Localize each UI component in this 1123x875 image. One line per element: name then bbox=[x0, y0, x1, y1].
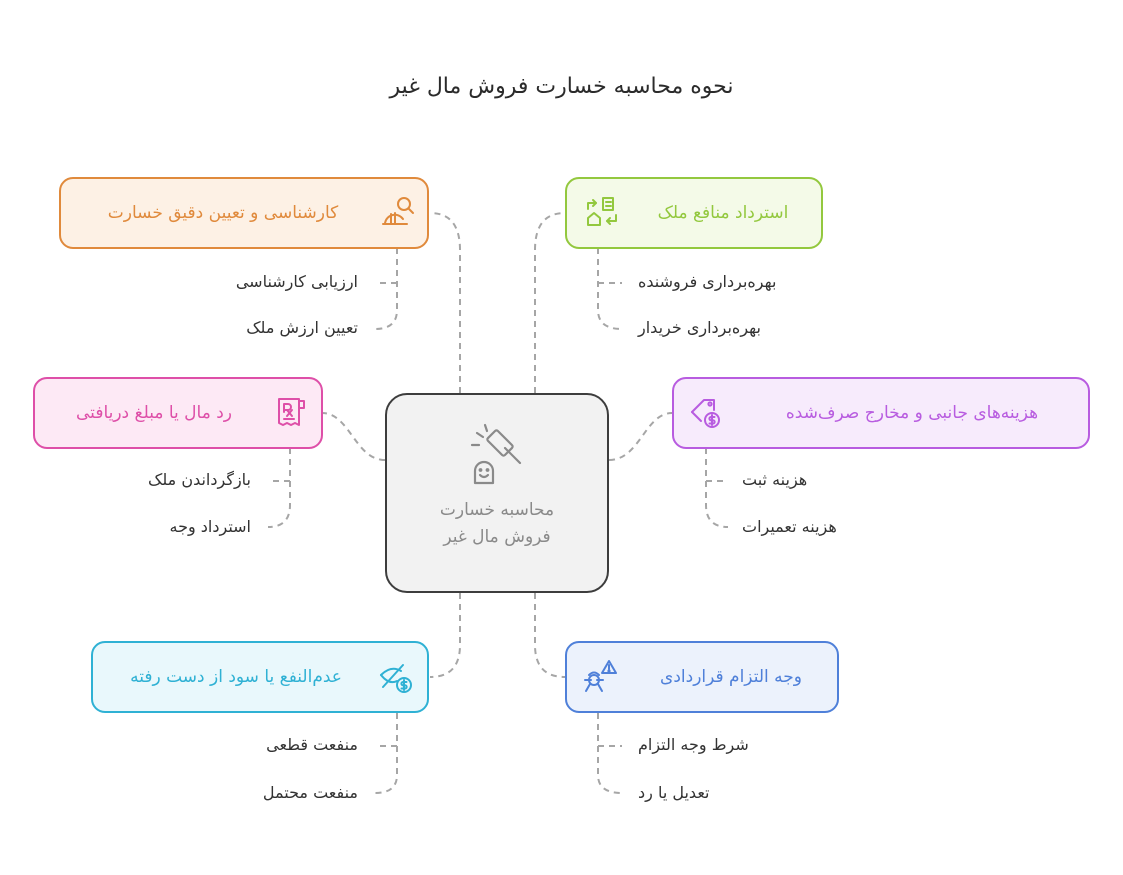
connector-penalty bbox=[535, 593, 565, 677]
return-sub-1: بازگرداندن ملک bbox=[148, 470, 251, 489]
node-costs[interactable] bbox=[672, 377, 1090, 449]
connector-benefits bbox=[535, 213, 565, 393]
connector-expert bbox=[430, 213, 460, 393]
center-label-line2: فروش مال غیر bbox=[443, 527, 551, 547]
benefits-sub-1: بهره‌برداری فروشنده bbox=[638, 272, 777, 291]
no-money-icon bbox=[379, 661, 413, 695]
node-penalty-label: وجه التزام قراردادی bbox=[660, 667, 802, 687]
costs-sub-1: هزینه ثبت bbox=[742, 470, 808, 489]
penalty-sub-2: تعدیل یا رد bbox=[638, 783, 710, 802]
node-return[interactable] bbox=[33, 377, 323, 449]
node-expert[interactable] bbox=[59, 177, 429, 249]
benefits-sub-2: بهره‌برداری خریدار bbox=[638, 318, 761, 337]
node-penalty[interactable] bbox=[565, 641, 839, 713]
hardhat-search-icon bbox=[381, 195, 415, 229]
gavel-icon bbox=[465, 423, 527, 489]
loss-sub-1: منفعت قطعی bbox=[266, 735, 358, 754]
node-costs-label: هزینه‌های جانبی و مخارج صرف‌شده bbox=[785, 403, 1039, 423]
node-expert-label: کارشناسی و تعیین دقیق خسارت bbox=[107, 203, 339, 223]
money-tag-icon bbox=[688, 395, 722, 429]
connector-return bbox=[322, 413, 385, 460]
connector-loss bbox=[430, 593, 460, 677]
return-sub-2: استرداد وجه bbox=[169, 517, 251, 536]
node-loss-label: عدم‌النفع یا سود از دست رفته bbox=[130, 667, 342, 687]
property-exchange-icon bbox=[585, 195, 619, 229]
penalty-sub-1: شرط وجه التزام bbox=[638, 735, 749, 754]
contract-warning-icon bbox=[583, 659, 617, 693]
diagram-title: نحوه محاسبه خسارت فروش مال غیر bbox=[389, 74, 734, 99]
center-label-line1: محاسبه خسارت bbox=[439, 500, 555, 520]
node-loss[interactable] bbox=[91, 641, 429, 713]
node-benefits-label: استرداد منافع ملک bbox=[657, 203, 789, 223]
expert-sub-1: ارزیابی کارشناسی bbox=[235, 272, 358, 291]
center-node[interactable] bbox=[385, 393, 609, 593]
costs-sub-2: هزینه تعمیرات bbox=[742, 517, 837, 536]
center-label bbox=[387, 497, 607, 551]
node-benefits[interactable] bbox=[565, 177, 823, 249]
prescription-icon bbox=[273, 395, 307, 429]
loss-sub-2: منفعت محتمل bbox=[262, 783, 358, 802]
expert-sub-2: تعیین ارزش ملک bbox=[246, 318, 358, 337]
node-return-label: رد مال یا مبلغ دریافتی bbox=[76, 403, 232, 423]
connector-costs bbox=[609, 413, 672, 460]
